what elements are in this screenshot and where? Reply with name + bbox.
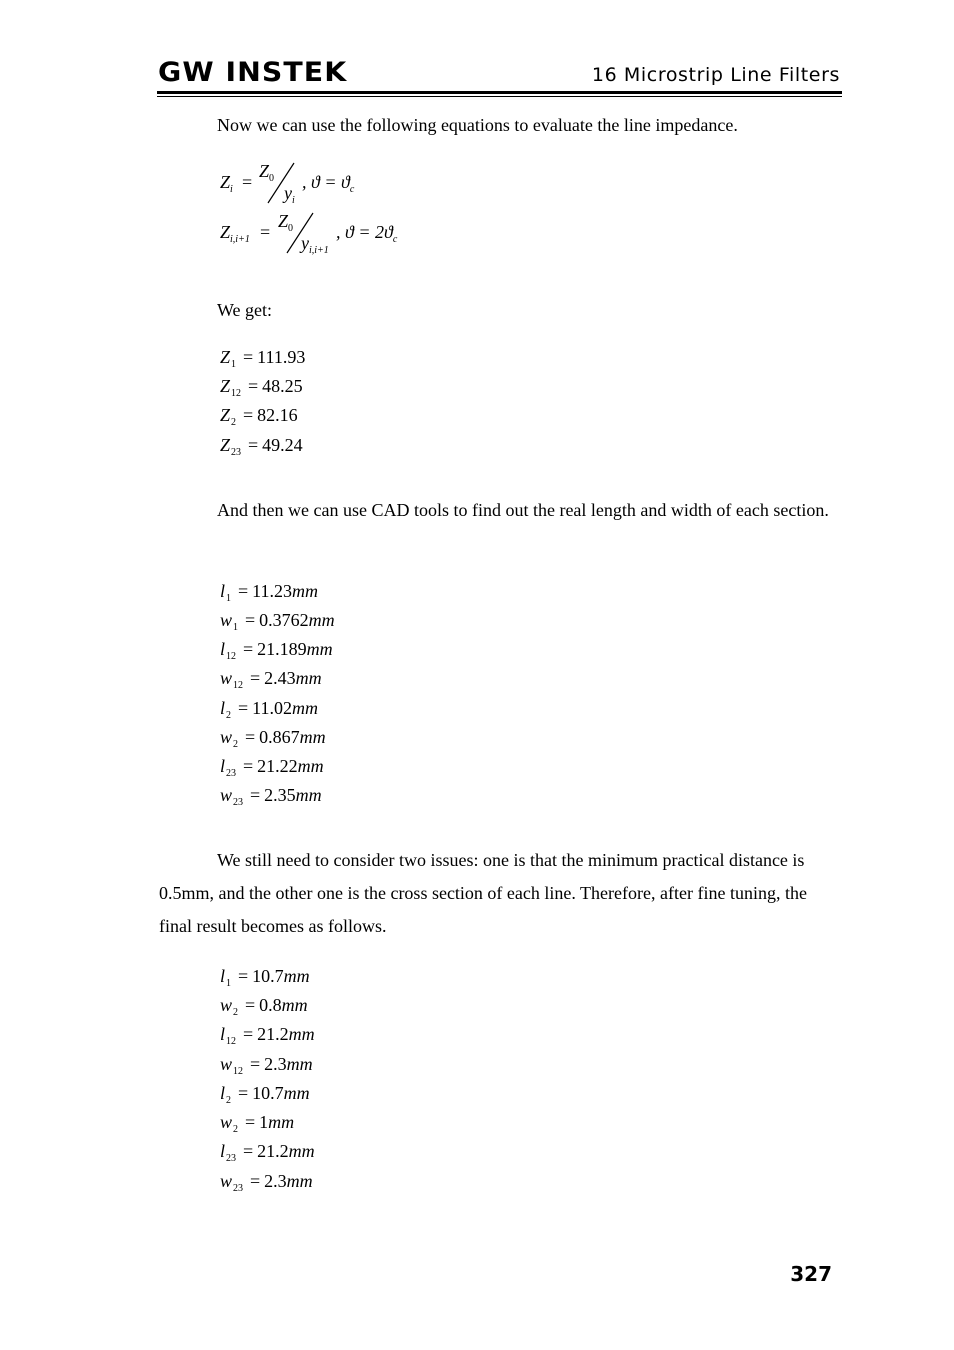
header-rule-thin	[157, 96, 842, 97]
list-item: $l_2 = 10.7mm$	[220, 1083, 310, 1106]
list-item: $Z_{12} = 48.25$	[220, 376, 303, 399]
list-item: $w_{23} = 2.3mm$	[220, 1171, 313, 1194]
list-item: $w_2 = 0.867mm$	[220, 727, 326, 750]
list-item: $w_2 = 0.8mm$	[220, 995, 308, 1018]
list-item: $l_{12} = 21.189mm$	[220, 639, 333, 662]
list-item: $w_2 = 1mm$	[220, 1112, 295, 1135]
list-item: $Z_1 = 111.93$	[220, 347, 306, 370]
issues-paragraph: We still need to consider two issues: one is that the minimum practical distance is 0.5mm, and the other one is the cross section of each line. Therefore, after fine tuning, the final result becomes as follows.	[159, 850, 807, 936]
intro-text: Now we can use the following equations to evaluate the line impedance.	[217, 115, 738, 135]
page-number: 327	[790, 1262, 832, 1286]
chapter-title: 16 Microstrip Line Filters	[591, 64, 840, 86]
we-get-text: We get:	[217, 300, 273, 320]
header-rule-thick	[157, 91, 842, 94]
list-item: $l_2 = 11.02mm$	[220, 698, 319, 721]
list-item: $l_1 = 11.23mm$	[220, 581, 319, 604]
list-item: $l_{23} = 21.2mm$	[220, 1141, 315, 1164]
cad-paragraph: And then we can use CAD tools to find out the real length and width of each section.	[217, 500, 829, 520]
list-item: $l_{23} = 21.22mm$	[220, 756, 324, 779]
list-item: $l_1 = 10.7mm$	[220, 966, 310, 989]
brand-logo: GW INSTEK	[158, 57, 348, 88]
list-item: $Z_2 = 82.16$	[220, 405, 298, 428]
list-item: $Z_{23} = 49.24$	[220, 435, 303, 458]
list-item: $w_1 = 0.3762mm$	[220, 610, 335, 633]
list-item: $w_{12} = 2.43mm$	[220, 668, 322, 691]
list-item: $w_{23} = 2.35mm$	[220, 785, 322, 808]
list-item: $w_{12} = 2.3mm$	[220, 1054, 313, 1077]
list-item: $l_{12} = 21.2mm$	[220, 1024, 315, 1047]
